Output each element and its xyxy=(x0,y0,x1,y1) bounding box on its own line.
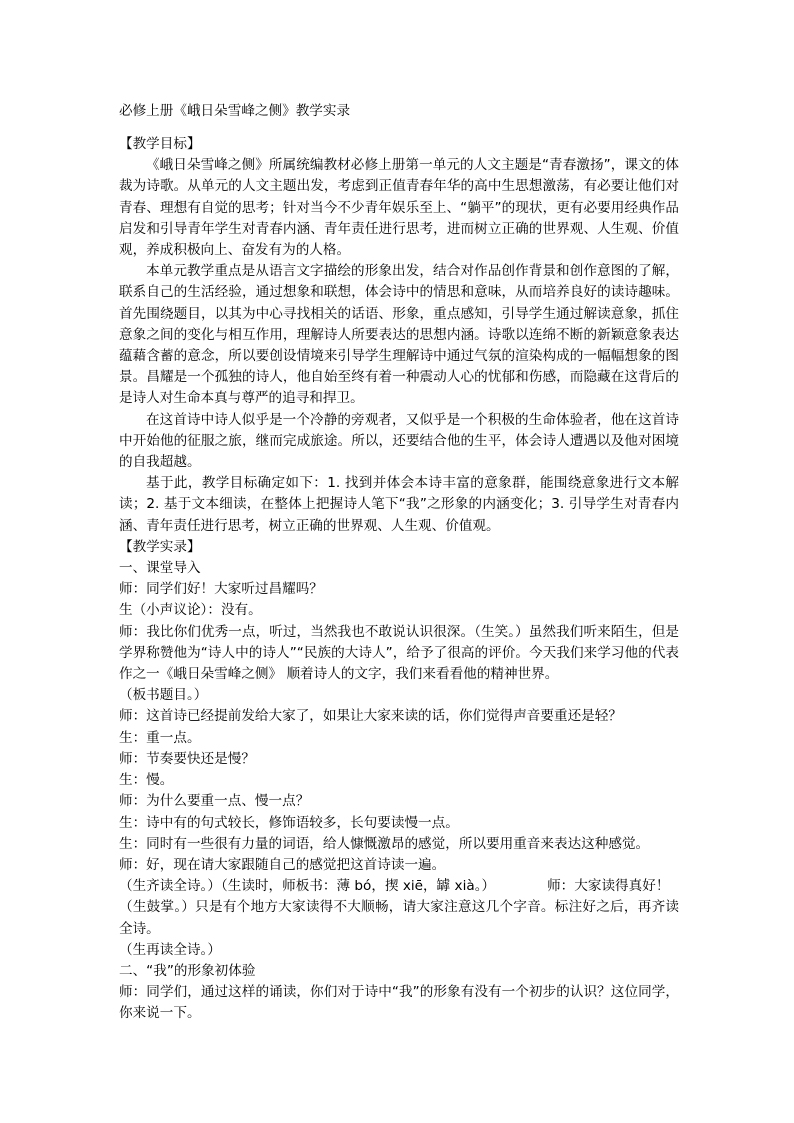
dialogue-line: 生：慢。 xyxy=(119,772,174,789)
stage-note: （生齐读全诗。）（生读时，师板书：薄 bó，揳 xiē，罅 xià。） xyxy=(119,878,496,895)
paragraph-objectives-list: 基于此，教学目标确定如下：1. 找到并体会本诗丰富的意象群，能围绕意象进行文本解读；2. 基于文本细读，在整体上把握诗人笔下“我”之形象的内涵变化；3. 引导学生对青春内涵、青年责任进行思考，树立正确的世界观、人生观、价值观。 xyxy=(119,475,679,534)
subheading-introduction: 一、课堂导入 xyxy=(119,560,201,577)
paragraph-objectives-intro: 《峨日朵雪峰之侧》所属统编教材必修上册第一单元的人文主题是“青春激扬”，课文的体裁为诗歌。从单元的人文主题出发，考虑到正值青春年华的高中生思想激荡，有必要让他们对青春、理想有自觉的思考；针对当今不少青年娱乐至上、“躺平”的现状，更有必要用经典作品启发和引导青年学生对青春内涵、青年责任进行思考，进而树立正确的世界观、人生观、价值观，养成积极向上、奋发有为的人格。 xyxy=(119,157,679,259)
dialogue-line: 师：这首诗已经提前发给大家了，如果让大家来读的话，你们觉得声音要重还是轻？ xyxy=(119,708,622,725)
document-body xyxy=(119,134,679,1025)
dialogue-line: 师：大家读得真好！ xyxy=(547,878,670,895)
dialogue-line: （生鼓掌。）只是有个地方大家读得不大顺畅，请大家注意这几个字音。标注好之后，再齐读全诗。 xyxy=(119,899,679,937)
dialogue-line: 师：我比你们优秀一点，听过，当然我也不敢说认识很深。（生笑。）虽然我们听来陌生，但是学界称赞他为“诗人中的诗人”“民族的大诗人”，给予了很高的评价。今天我们来学习他的代表作之一《峨日朵雪峰之侧》 顺着诗人的文字，我们来看看他的精神世界。 xyxy=(119,623,679,683)
document-title: 必修上册《峨日朵雪峰之侧》教学实录 xyxy=(119,103,351,119)
dialogue-line: 师：同学们，通过这样的诵读，你们对于诗中“我”的形象有没有一个初步的认识？这位同学，你来说一下。 xyxy=(119,984,679,1022)
dialogue-line: 生（小声议论）：没有。 xyxy=(119,602,262,619)
dialogue-line: 生：诗中有的句式较长，修饰语较多，长句要读慢一点。 xyxy=(119,814,459,831)
dialogue-line: 师：同学们好！大家听过昌耀吗？ xyxy=(119,581,323,598)
stage-note: （生再读全诗。） xyxy=(119,941,221,958)
subheading-first-impression: 二、“我”的形象初体验 xyxy=(119,962,256,979)
dialogue-line: 生：重一点。 xyxy=(119,729,201,746)
stage-note-line xyxy=(119,876,679,897)
dialogue-line: 师：好，现在请大家跟随自己的感觉把这首诗读一遍。 xyxy=(119,856,446,873)
section-heading-objectives: 【教学目标】 xyxy=(119,136,201,152)
dialogue-line: 师：为什么要重一点、慢一点？ xyxy=(119,793,310,810)
stage-note: （板书题目。） xyxy=(119,687,208,704)
dialogue-line: 生：同时有一些很有力量的词语，给人慷慨激昂的感觉，所以要用重音来表达这种感觉。 xyxy=(119,835,650,852)
dialogue-line: 师：节奏要快还是慢？ xyxy=(119,750,255,767)
section-heading-record: 【教学实录】 xyxy=(119,538,201,555)
paragraph-teaching-focus: 本单元教学重点是从语言文字描绘的形象出发，结合对作品创作背景和创作意图的了解，联系自己的生活经验，通过想象和联想，体会诗中的情思和意味，从而培养良好的读诗趣味。首先围绕题目，以其为中心寻找相关的话语、形象，重点感知，引导学生通过解读意象，抓住意象之间的变化与相互作用，理解诗人所要表达的思想内涵。诗歌以连绵不断的新颖意象表达蕴藉含蓄的意念，所以要创设情境来引导学生理解诗中通过气氛的渲染构成的一幅幅想象的图景。昌耀是一个孤独的诗人，他自始至终有着一种震动人心的忧郁和伤感，而隐藏在这背后的是诗人对生命本真与尊严的追寻和捍卫。 xyxy=(119,263,679,407)
paragraph-poet-role: 在这首诗中诗人似乎是一个冷静的旁观者，又似乎是一个积极的生命体验者，他在这首诗中开始他的征服之旅，继而完成旅途。所以，还要结合他的生平，体会诗人遭遇以及他对困境的自我超越。 xyxy=(119,411,679,471)
